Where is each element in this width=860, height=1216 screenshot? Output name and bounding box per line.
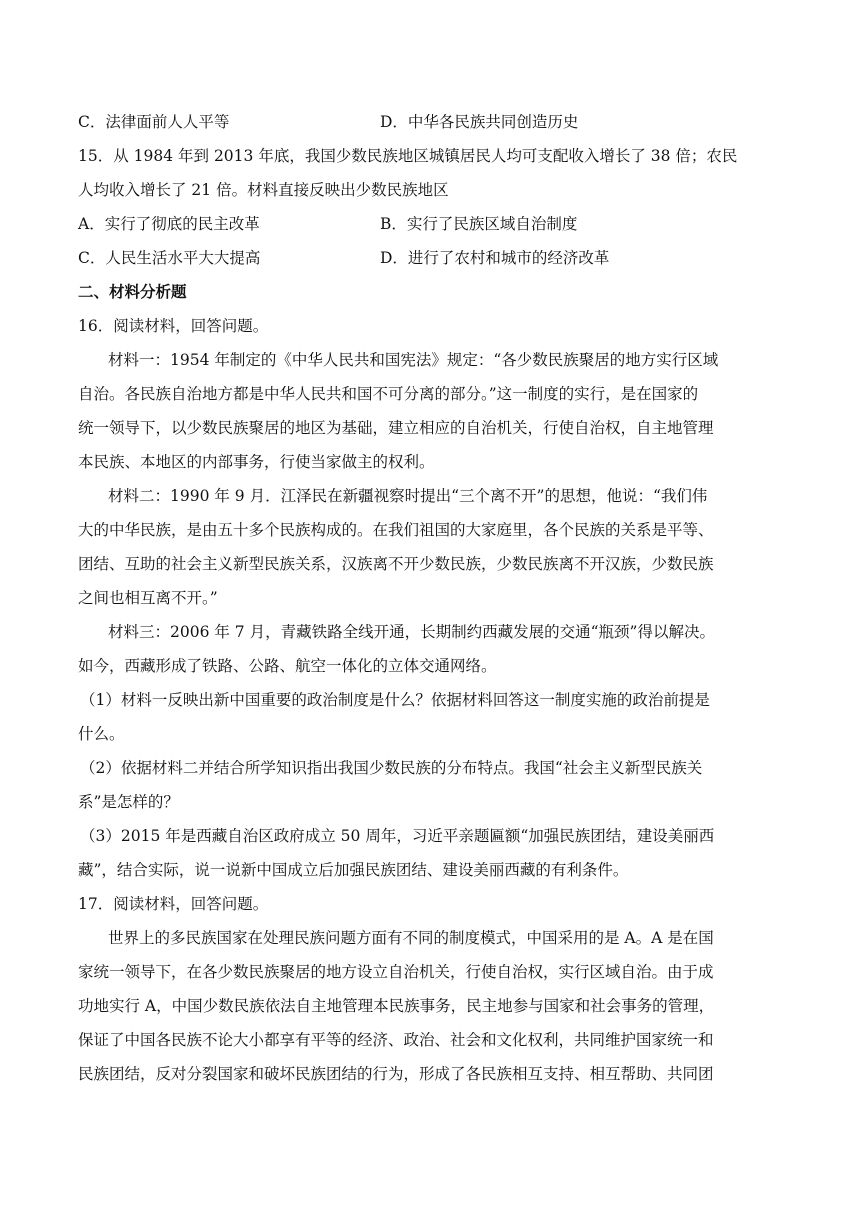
- q17-paragraph-line: 保证了中国各民族不论大小都享有平等的经济、政治、社会和文化权利，共同维护国家统一和: [78, 1031, 714, 1049]
- q16-subquestion-1: 什么。: [78, 725, 125, 743]
- q17-paragraph-line: 民族团结，反对分裂国家和破坏民族团结的行为，形成了各民族相互支持、相互帮助、共同团: [78, 1065, 714, 1083]
- q15-option-b: B．实行了民族区域自治制度: [380, 215, 578, 233]
- q17-paragraph-line: 世界上的多民族国家在处理民族问题方面有不同的制度模式，中国采用的是 A。A 是在国: [108, 929, 714, 947]
- q14-option-c: C．法律面前人人平等: [78, 113, 230, 131]
- q16-material-2-line: 材料二：1990 年 9 月．江泽民在新疆视察时提出“三个离不开”的思想，他说：“我们伟: [108, 487, 708, 505]
- q15-option-a: A．实行了彻底的民主改革: [78, 215, 260, 233]
- q16-subquestion-1: （1）材料一反映出新中国重要的政治制度是什么？依据材料回答这一制度实施的政治前提是: [80, 691, 710, 709]
- q16-material-1-line: 自治。各民族自治地方都是中华人民共和国不可分离的部分。”这一制度的实行，是在国家的: [78, 385, 699, 403]
- q15-option-c: C．人民生活水平大大提高: [78, 249, 261, 267]
- q16-material-2-line: 大的中华民族，是由五十多个民族构成的。在我们祖国的大家庭里，各个民族的关系是平等、: [78, 521, 714, 539]
- q16-material-3-line: 如今，西藏形成了铁路、公路、航空一体化的立体交通网络。: [78, 657, 497, 675]
- q14-option-d: D．中华各民族共同创造历史: [380, 113, 579, 131]
- q16-material-1-line: 材料一：1954 年制定的《中华人民共和国宪法》规定：“各少数民族聚居的地方实行区域: [108, 351, 719, 369]
- q17-title: 17．阅读材料，回答问题。: [78, 895, 269, 913]
- q16-subquestion-3: （3）2015 年是西藏自治区政府成立 50 周年，习近平亲题匾额“加强民族团结，建设美丽西: [80, 827, 715, 845]
- q15-option-d: D．进行了农村和城市的经济改革: [380, 249, 610, 267]
- q16-title: 16．阅读材料，回答问题。: [78, 317, 269, 335]
- q16-subquestion-2: 系”是怎样的？: [78, 793, 179, 811]
- q16-material-3-line: 材料三：2006 年 7 月，青藏铁路全线开通，长期制约西藏发展的交通“瓶颈”得以解决。: [108, 623, 715, 641]
- q17-paragraph-line: 功地实行 A，中国少数民族依法自主地管理本民族事务，民主地参与国家和社会事务的管理，: [78, 997, 715, 1015]
- q15-stem-line-2: 人均收入增长了 21 倍。材料直接反映出少数民族地区: [78, 181, 449, 199]
- q17-paragraph-line: 家统一领导下，在各少数民族聚居的地方设立自治机关，行使自治权，实行区域自治。由于成: [78, 963, 714, 981]
- q15-stem-line-1: 15．从 1984 年到 2013 年底，我国少数民族地区城镇居民人均可支配收入增长了 38 倍；农民: [78, 147, 738, 165]
- q16-material-1-line: 本民族、本地区的内部事务，行使当家做主的权利。: [78, 453, 435, 471]
- q16-material-2-line: 之间也相互离不开。”: [78, 589, 218, 607]
- section-heading: 二、材料分析题: [78, 282, 187, 301]
- q16-material-2-line: 团结、互助的社会主义新型民族关系，汉族离不开少数民族，少数民族离不开汉族，少数民族: [78, 555, 714, 573]
- q16-material-1-line: 统一领导下，以少数民族聚居的地区为基础，建立相应的自治机关，行使自治权，自主地管理: [78, 419, 714, 437]
- q16-subquestion-3: 藏”，结合实际，说一说新中国成立后加强民族团结、建设美丽西藏的有利条件。: [78, 861, 629, 879]
- q16-subquestion-2: （2）依据材料二并结合所学知识指出我国少数民族的分布特点。我国“社会主义新型民族关: [80, 759, 703, 777]
